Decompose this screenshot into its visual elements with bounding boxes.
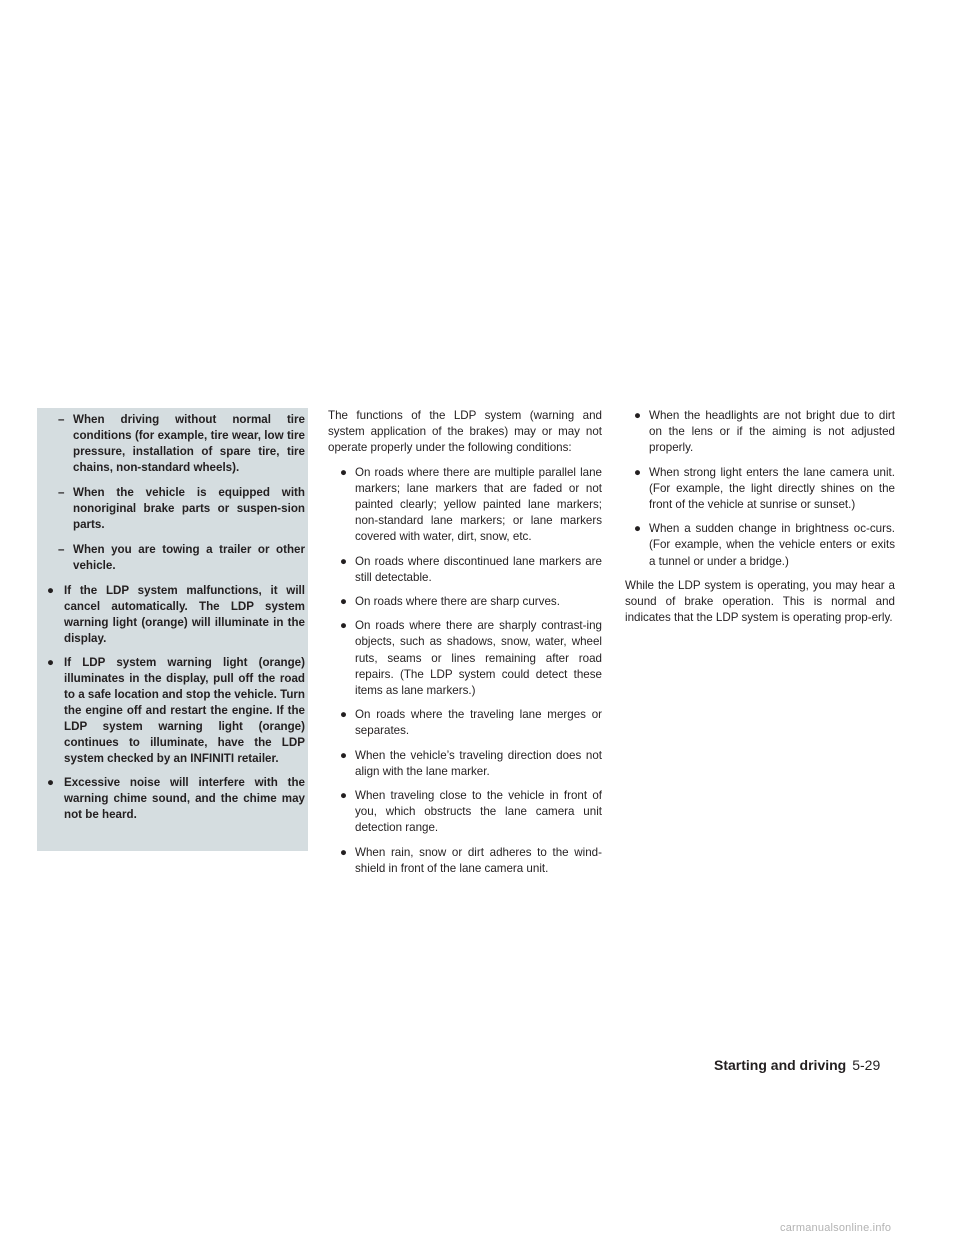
list-item-text: On roads where there are sharp curves. xyxy=(355,595,560,609)
caution-box xyxy=(37,408,308,851)
list-item-text: On roads where discontinued lane markers are still detectable. xyxy=(355,554,602,584)
page-number: 5-29 xyxy=(852,1057,881,1073)
list-item-text: When strong light enters the lane camera unit. (For example, the light directly shines on the front of the vehicle at sunrise or sunset.) xyxy=(649,465,895,512)
list-item-text: When rain, snow or dirt adheres to the wind-shield in front of the lane camera unit. xyxy=(355,845,602,875)
list-item-text: On roads where there are sharply contrast-ing objects, such as shadows, snow, water, wheel ruts, seams or lines remaining after road repairs. (The LDP system could detect these items as lane markers.) xyxy=(355,619,602,698)
bullet-mark: ● xyxy=(340,789,348,803)
bullet-mark: ● xyxy=(340,619,348,633)
bullet-mark: ● xyxy=(634,522,642,536)
watermark: carmanualsonline.info xyxy=(780,1222,892,1234)
caution-bullet-text: If the LDP system malfunctions, it will cancel automatically. The LDP system warning light (orange) will illuminate in the display. xyxy=(64,584,305,645)
list-item xyxy=(625,521,895,570)
middle-column xyxy=(328,408,602,885)
list-item-text: When a sudden change in brightness oc-curs. (For example, when the vehicle enters or exits a tunnel or under a bridge.) xyxy=(649,522,895,568)
dash-mark: – xyxy=(58,486,65,499)
caution-bullet-item xyxy=(47,583,305,647)
bullet-mark: ● xyxy=(340,708,348,722)
section-title: Starting and driving xyxy=(714,1057,847,1073)
list-item-text: When the headlights are not bright due to dirt on the lens or if the aiming is not adjusted properly. xyxy=(649,409,895,455)
caution-bullet-text: Excessive noise will interfere with the warning chime sound, and the chime may not be heard. xyxy=(64,776,305,821)
list-item xyxy=(328,788,602,837)
caution-dash-text: When the vehicle is equipped with nonoriginal brake parts or suspen-sion parts. xyxy=(73,486,305,531)
bullet-mark: ● xyxy=(340,595,348,609)
page-footer xyxy=(714,1057,894,1073)
caution-bullet-item xyxy=(47,775,305,823)
bullet-mark: ● xyxy=(340,465,348,479)
closing-paragraph: While the LDP system is operating, you may hear a sound of brake operation. This is normal and indicates that the LDP system is operating prop-erly. xyxy=(625,578,895,625)
bullet-mark: ● xyxy=(47,584,55,597)
bullet-mark: ● xyxy=(634,465,642,479)
caution-bullet-text: If LDP system warning light (orange) illuminates in the display, pull off the road to a safe location and stop the vehicle. Turn the engine off and restart the engine. If the LDP system warning light (orange) continues to illuminate, have the LDP system checked by an INFINITI retailer. xyxy=(64,656,305,765)
list-item xyxy=(328,748,602,780)
bullet-mark: ● xyxy=(340,748,348,762)
bullet-mark: ● xyxy=(340,845,348,859)
right-column xyxy=(625,408,895,626)
dash-mark: – xyxy=(58,543,65,556)
caution-dash-text: When driving without normal tire conditions (for example, tire wear, low tire pressure, installation of spare tire, tire chains, non-standard wheels). xyxy=(73,413,305,474)
list-item-text: On roads where the traveling lane merges or separates. xyxy=(355,708,602,738)
list-item xyxy=(328,554,602,586)
bullet-mark: ● xyxy=(634,409,642,422)
dash-mark: – xyxy=(58,413,65,426)
list-item-text: When the vehicle’s traveling direction does not align with the lane marker. xyxy=(355,748,602,778)
list-item xyxy=(328,845,602,877)
list-item xyxy=(625,465,895,514)
caution-dash-item xyxy=(58,412,305,476)
caution-bullet-item xyxy=(47,655,305,767)
caution-dash-item xyxy=(58,485,305,533)
list-item xyxy=(328,594,602,610)
conditions-intro: The functions of the LDP system (warning and system application of the brakes) may or may not operate properly under the following conditions: xyxy=(328,409,602,455)
list-item xyxy=(328,618,602,699)
list-item-text: On roads where there are multiple parallel lane markers; lane markers that are faded or not painted clearly; yellow painted lane markers; non-standard lane markers; or lane markers covered with water, dirt, snow, etc. xyxy=(355,465,602,544)
list-item xyxy=(328,465,602,546)
list-item xyxy=(328,707,602,739)
caution-dash-text: When you are towing a trailer or other vehicle. xyxy=(73,543,305,572)
bullet-mark: ● xyxy=(340,554,348,568)
caution-dash-item xyxy=(58,542,305,574)
list-item-text: When traveling close to the vehicle in front of you, which obstructs the lane camera unit detection range. xyxy=(355,789,602,835)
bullet-mark: ● xyxy=(47,776,55,789)
list-item xyxy=(625,408,895,457)
bullet-mark: ● xyxy=(47,656,55,669)
